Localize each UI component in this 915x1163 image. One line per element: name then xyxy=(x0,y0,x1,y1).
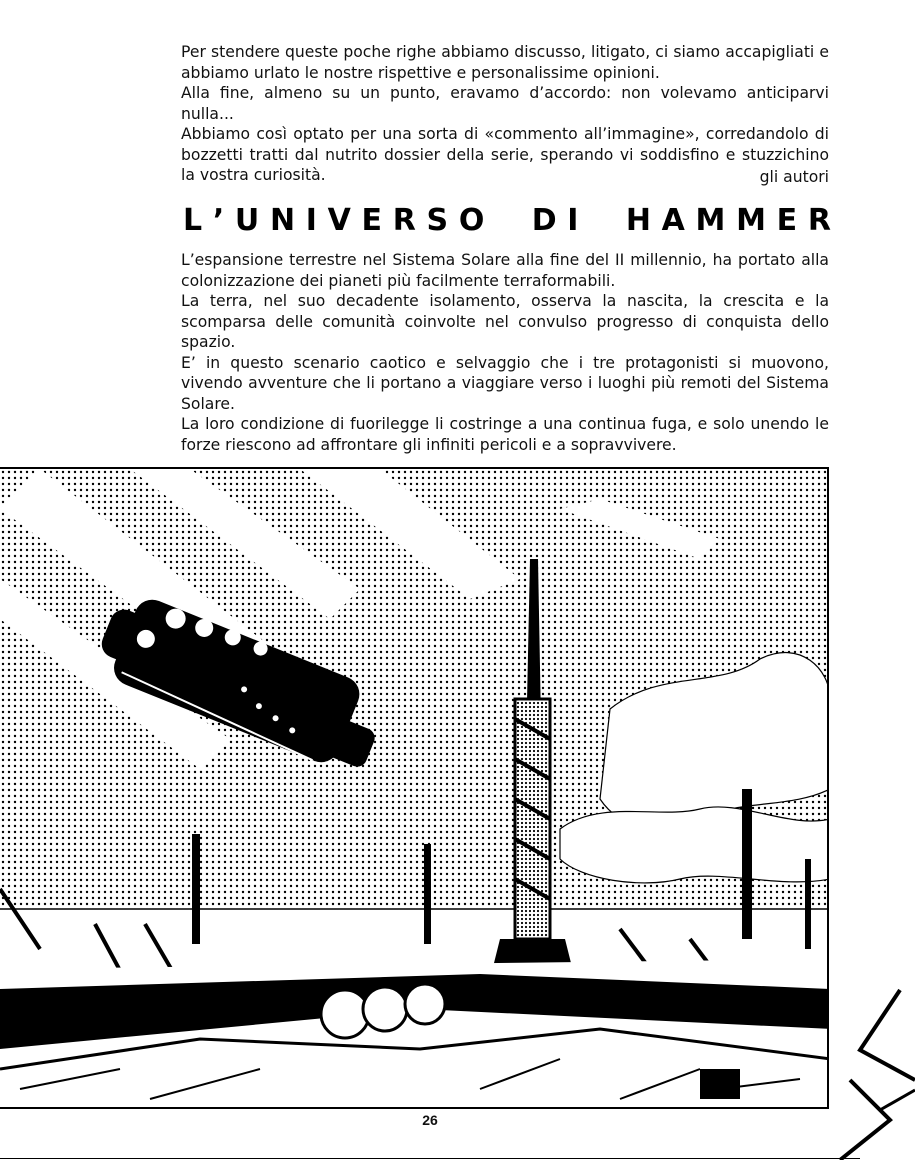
intro-paragraph: Per stendere queste poche righe abbiamo discusso, litigato, ci siamo accapigliati e abbiamo urlato le nostre rispettive e personalissime opinioni. xyxy=(181,43,829,82)
title-letter: E xyxy=(361,203,383,238)
title-letter: U xyxy=(234,203,260,238)
title-letter: V xyxy=(327,203,351,238)
comic-illustration xyxy=(0,467,829,1109)
intro-paragraph: Abbiamo così optato per una sorta di «commento all’immagine», corredandolo di bozzetti tratti dal nutrito dossier della serie, sperando vi soddisfino e stuzzichino la vostra curiosità. xyxy=(181,125,829,184)
body-paragraph: L’espansione terrestre nel Sistema Solare alla fine del II millennio, ha portato alla colonizzazione dei pianeti più facilmente terraformabili. xyxy=(181,251,829,290)
title-letter: I xyxy=(567,203,579,238)
bottom-rule xyxy=(0,1158,860,1159)
panel-overflow-sketch xyxy=(820,960,915,1160)
title-letter: E xyxy=(776,203,798,238)
title-letter: I xyxy=(305,203,317,238)
title-letter: S xyxy=(426,203,449,238)
title-letter: L xyxy=(183,203,203,238)
signature: gli autori xyxy=(759,168,829,186)
intro-paragraph: Alla fine, almeno su un punto, eravamo d’accordo: non volevamo anticiparvi nulla... xyxy=(181,84,829,123)
city-ground xyxy=(0,959,829,1109)
title-letter: O xyxy=(458,203,485,238)
title-letter: H xyxy=(625,203,651,238)
body-paragraph: La loro condizione di fuorilegge li costringe a una continua fuga, e solo unendo le forze riescono ad affrontare gli infiniti pericoli e a sopravvivere. xyxy=(181,415,829,454)
section-title xyxy=(183,203,831,238)
intro-text xyxy=(181,42,829,186)
title-letter: N xyxy=(269,203,296,238)
section-body xyxy=(181,250,829,455)
title-letter: R xyxy=(807,203,831,238)
title-letter: D xyxy=(531,203,557,238)
body-paragraph: La terra, nel suo decadente isolamento, osserva la nascita, la crescita e la scomparsa delle comunità coinvolte nel convulso progresso di conquista dello spazio. xyxy=(181,292,829,351)
title-letter: A xyxy=(661,203,685,238)
title-letter: M xyxy=(695,203,726,238)
title-letter: R xyxy=(392,203,416,238)
title-letter: ’ xyxy=(212,203,225,238)
body-paragraph: E’ in questo scenario caotico e selvaggio che i tre protagonisti si muovono, vivendo avventure che li portano a viaggiare verso i luoghi più remoti del Sistema Solare. xyxy=(181,353,829,413)
page-number: 26 xyxy=(422,1112,438,1128)
title-letter: M xyxy=(736,203,766,238)
cityscape-artwork xyxy=(0,469,829,1109)
